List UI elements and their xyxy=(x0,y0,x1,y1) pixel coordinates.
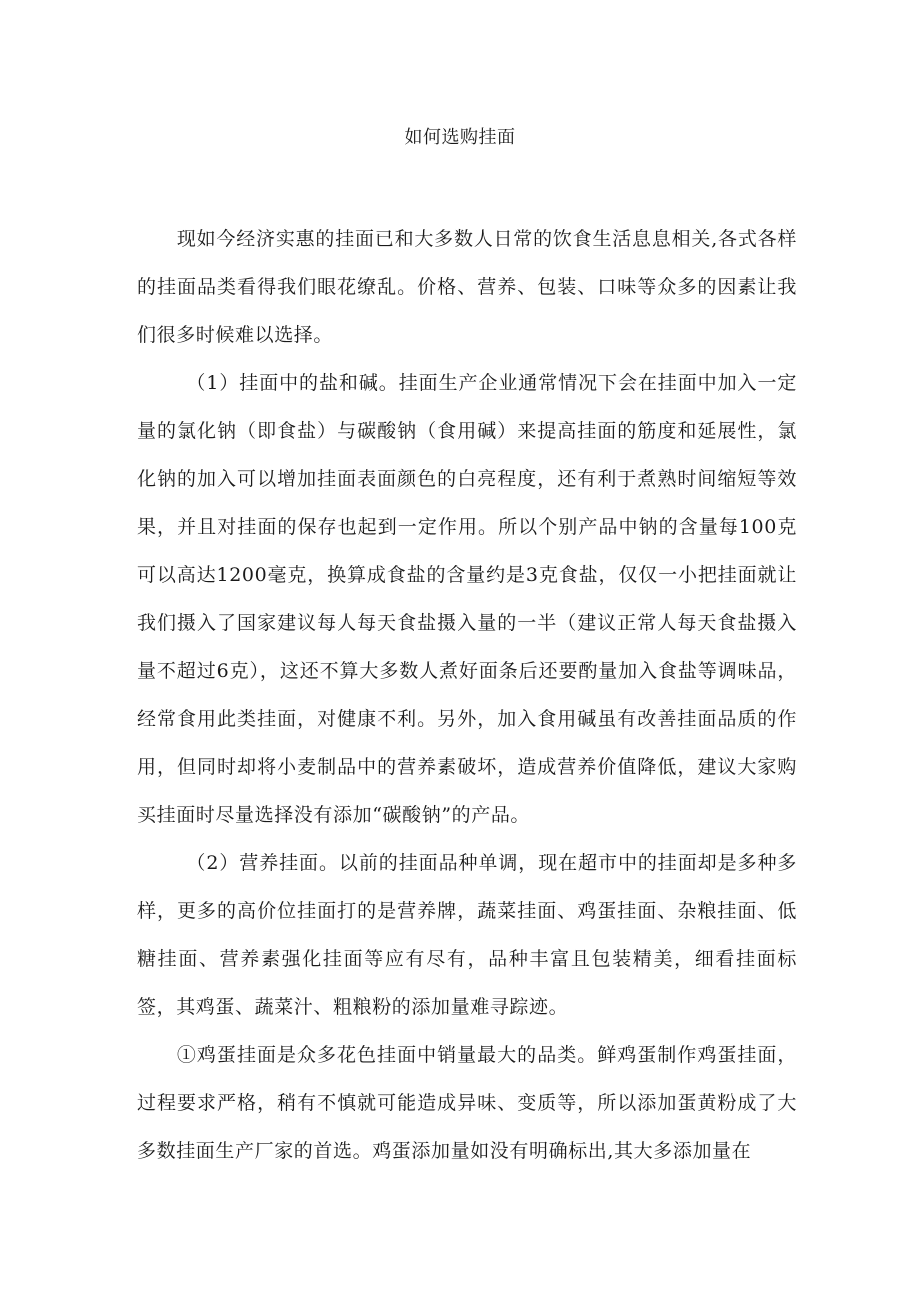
egg-noodle-paragraph: ①鸡蛋挂面是众多花色挂面中销量最大的品类。鲜鸡蛋制作鸡蛋挂面，过程要求严格，稍有不慎就可能造成异味、变质等，所以添加蛋黄粉成了大多数挂面生产厂家的首选。鸡蛋添加量如没有明确标出,其大多添加量在 xyxy=(137,1044,797,1162)
document-body xyxy=(137,215,797,1175)
document-title: 如何选购挂面 xyxy=(404,127,516,148)
nutrition-noodle-paragraph: （2）营养挂面。以前的挂面品种单调，现在超市中的挂面却是多种多样，更多的高价位挂面打的是营养牌，蔬菜挂面、鸡蛋挂面、杂粮挂面、低糖挂面、营养素强化挂面等应有尽有，品种丰富且包装精美，细看挂面标签，其鸡蛋、蔬菜汁、粗粮粉的添加量难寻踪迹。 xyxy=(137,852,797,1018)
salt-alkali-paragraph: （1）挂面中的盐和碱。挂面生产企业通常情况下会在挂面中加入一定量的氯化钠（即食盐）与碳酸钠（食用碱）来提高挂面的筋度和延展性，氯化钠的加入可以增加挂面表面颜色的白亮程度，还有利于煮熟时间缩短等效果，并且对挂面的保存也起到一定作用。所以个别产品中钠的含量每100克可以高达1200毫克，换算成食盐的含量约是3克食盐，仅仅一小把挂面就让我们摄入了国家建议每人每天食盐摄入量的一半（建议正常人每天食盐摄入量不超过6克），这还不算大多数人煮好面条后还要酌量加入食盐等调味品，经常食用此类挂面，对健康不利。另外，加入食用碱虽有改善挂面品质的作用，但同时却将小麦制品中的营养素破坏，造成营养价值降低，建议大家购买挂面时尽量选择没有添加“碳酸钠”的产品。 xyxy=(137,372,797,826)
intro-paragraph: 现如今经济实惠的挂面已和大多数人日常的饮食生活息息相关,各式各样的挂面品类看得我们眼花缭乱。价格、营养、包装、口味等众多的因素让我们很多时候难以选择。 xyxy=(137,228,797,346)
